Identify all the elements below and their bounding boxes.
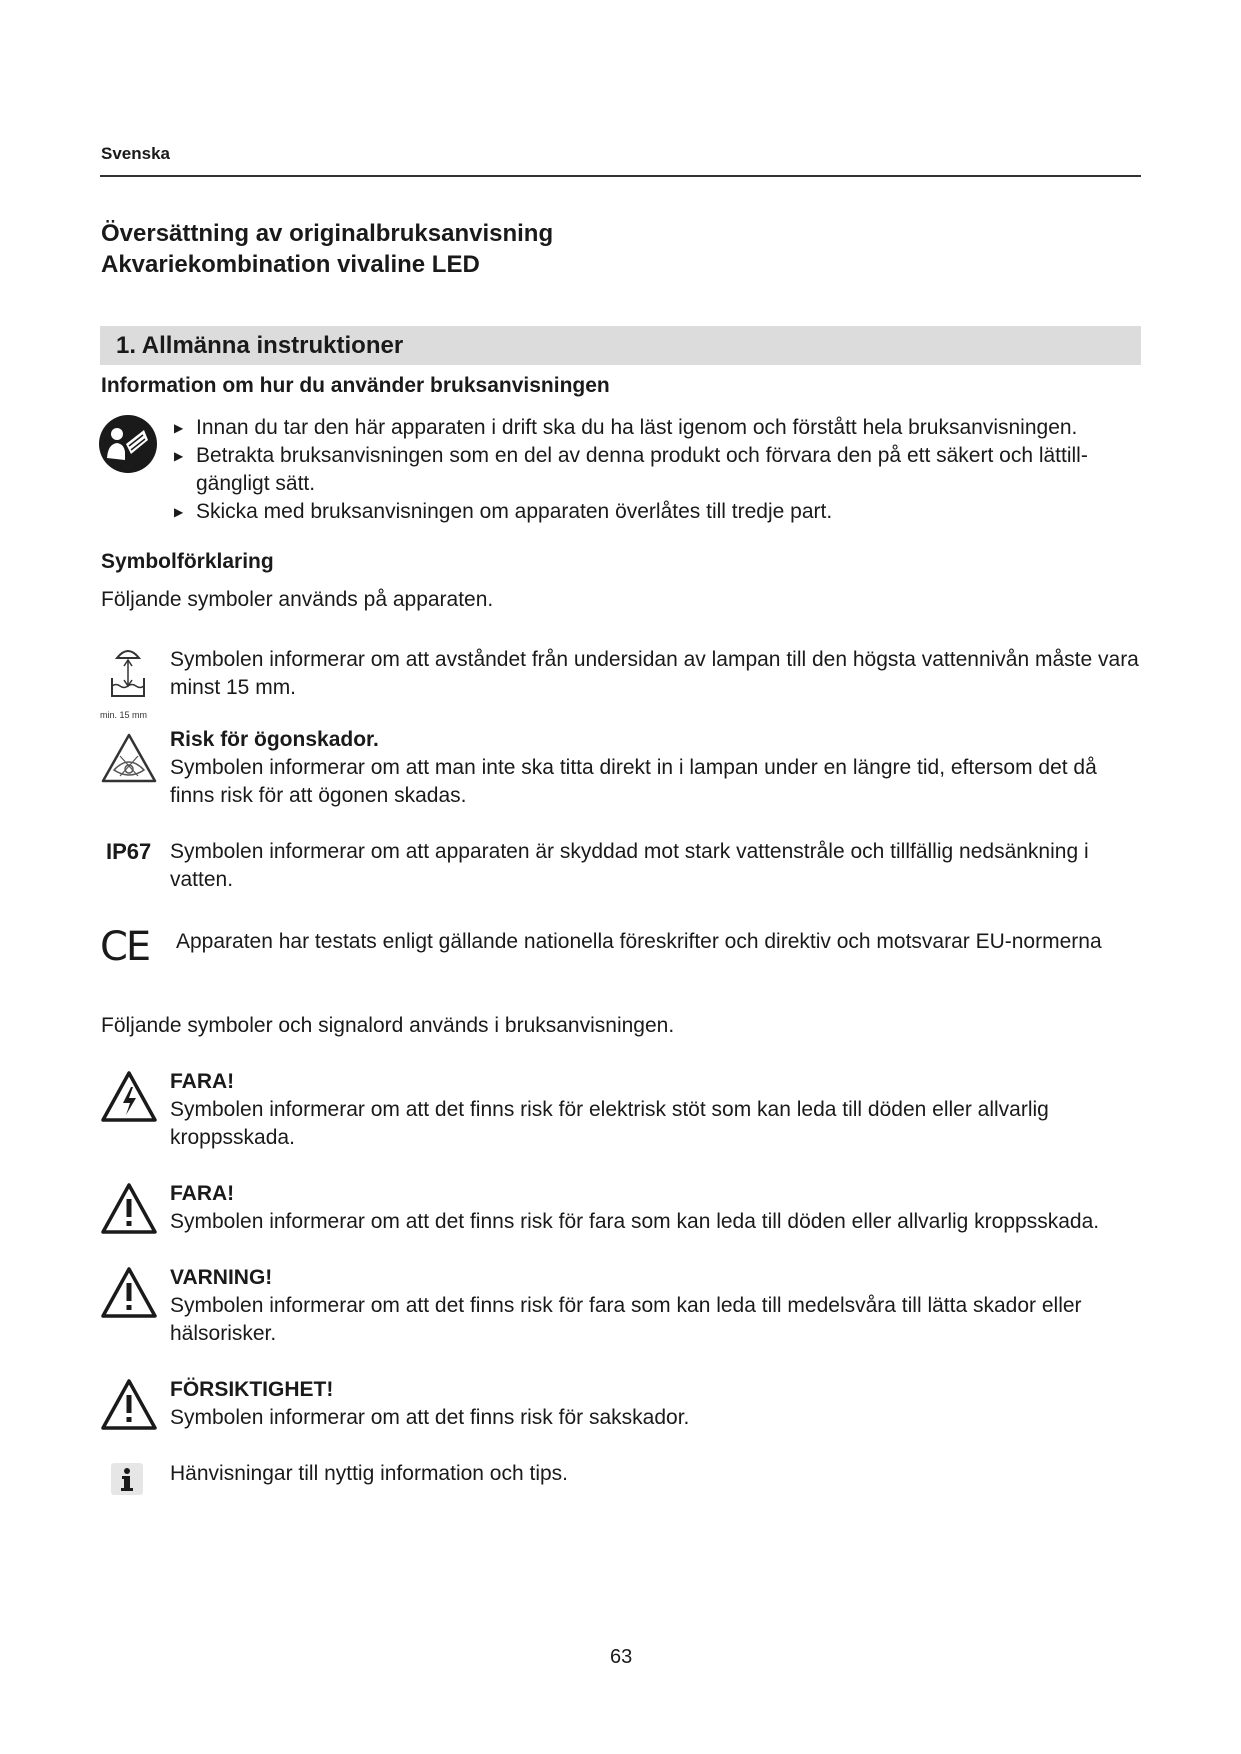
ip67-code: IP67 [106, 839, 152, 864]
header-divider [100, 175, 1141, 177]
signal-row [100, 1264, 1140, 1354]
signal-description [170, 1264, 1140, 1348]
symbol-row-distance [100, 646, 1140, 726]
eye-description [170, 726, 1140, 810]
bullet-triangle-icon: ▶ [174, 449, 184, 463]
bullet-triangle-icon: ▶ [174, 421, 184, 435]
info-icon [110, 1462, 144, 1501]
signal-text: Symbolen informerar om att det finns risk för sakskador. [170, 1406, 690, 1429]
eye-text: Symbolen informerar om att man inte ska titta direkt in i lampan under en längre tid, eftersom det då finns risk för att ögonen skadas. [170, 756, 1097, 807]
signals-intro: Följande symboler och signalord används i bruksanvisningen. [101, 1014, 675, 1037]
title-line-2: Akvariekombination vivaline LED [101, 251, 480, 278]
signal-word: FÖRSIKTIGHET! [170, 1378, 334, 1401]
symbols-intro: Följande symboler används på apparaten. [101, 588, 494, 611]
water-distance-icon [100, 646, 160, 720]
warning-icon [100, 1266, 158, 1325]
electric-shock-warning-icon [100, 1070, 158, 1129]
eye-hazard-icon [100, 732, 158, 789]
signal-word: VARNING! [170, 1266, 273, 1289]
signal-text: Symbolen informerar om att det finns risk för elektrisk stöt som kan leda till döden eller allvarlig kroppsskada. [170, 1098, 1049, 1149]
page-number: 63 [610, 1646, 633, 1668]
document-title [101, 218, 553, 280]
danger-warning-icon [100, 1182, 158, 1241]
header-language: Svenska [101, 144, 170, 163]
caution-icon [100, 1378, 158, 1437]
signal-row [100, 1376, 1140, 1446]
list-item: ▶ Innan du tar den här apparaten i drift ska du ha läst igenom och förstått hela bruksanvisningen. [170, 414, 1130, 442]
section-heading: 1. Allmänna instruktioner [116, 332, 404, 359]
ce-description: Apparaten har testats enligt gällande nationella föreskrifter och direktiv och motsvarar EU-normerna [176, 930, 1102, 953]
list-item: ▶ Betrakta bruksanvisningen som en del av denna produkt och förvara den på ett säkert och lättill-gängligt sätt. [174, 444, 1088, 495]
title-line-1: Översättning av originalbruksanvisning [101, 220, 554, 247]
signal-row-info [100, 1460, 1140, 1500]
bullet-triangle-icon: ▶ [174, 505, 184, 519]
signal-word: FARA! [170, 1182, 235, 1205]
signal-description [170, 1068, 1140, 1152]
symbol-row-eye [100, 726, 1140, 816]
signal-text: Symbolen informerar om att det finns risk för fara som kan leda till medelsvåra till lätta skador eller hälsorisker. [170, 1294, 1082, 1345]
ce-mark: CE [100, 924, 150, 970]
signal-row [100, 1068, 1140, 1158]
signal-description [170, 1180, 1140, 1236]
signal-row [100, 1180, 1140, 1250]
section-heading-bar [100, 326, 1141, 365]
signal-word: FARA! [170, 1070, 235, 1093]
info-description: Hänvisningar till nyttig information och tips. [170, 1462, 569, 1485]
distance-description: Symbolen informerar om att avståndet från undersidan av lampan till den högsta vattennivån måste vara minst 15 mm. [170, 648, 1139, 699]
read-manual-icon [98, 414, 158, 479]
signal-text: Symbolen informerar om att det finns risk för fara som kan leda till döden eller allvarlig kroppsskada. [170, 1210, 1100, 1233]
signal-description [170, 1376, 1140, 1432]
eye-title: Risk för ögonskador. [170, 728, 379, 751]
list-item: ▶ Skicka med bruksanvisningen om apparaten överlåtes till tredje part. [170, 498, 1130, 526]
info-bullet-list [170, 414, 1130, 526]
distance-label: min. 15 mm [100, 710, 148, 720]
symbols-heading: Symbolförklaring [101, 550, 274, 573]
info-heading: Information om hur du använder bruksanvisningen [101, 374, 610, 397]
symbol-row-ip67 [100, 838, 1140, 898]
symbol-row-ce [100, 924, 1140, 978]
ip67-description: Symbolen informerar om att apparaten är skyddad mot stark vattenstråle och tillfällig nedsänkning i vatten. [170, 840, 1089, 891]
